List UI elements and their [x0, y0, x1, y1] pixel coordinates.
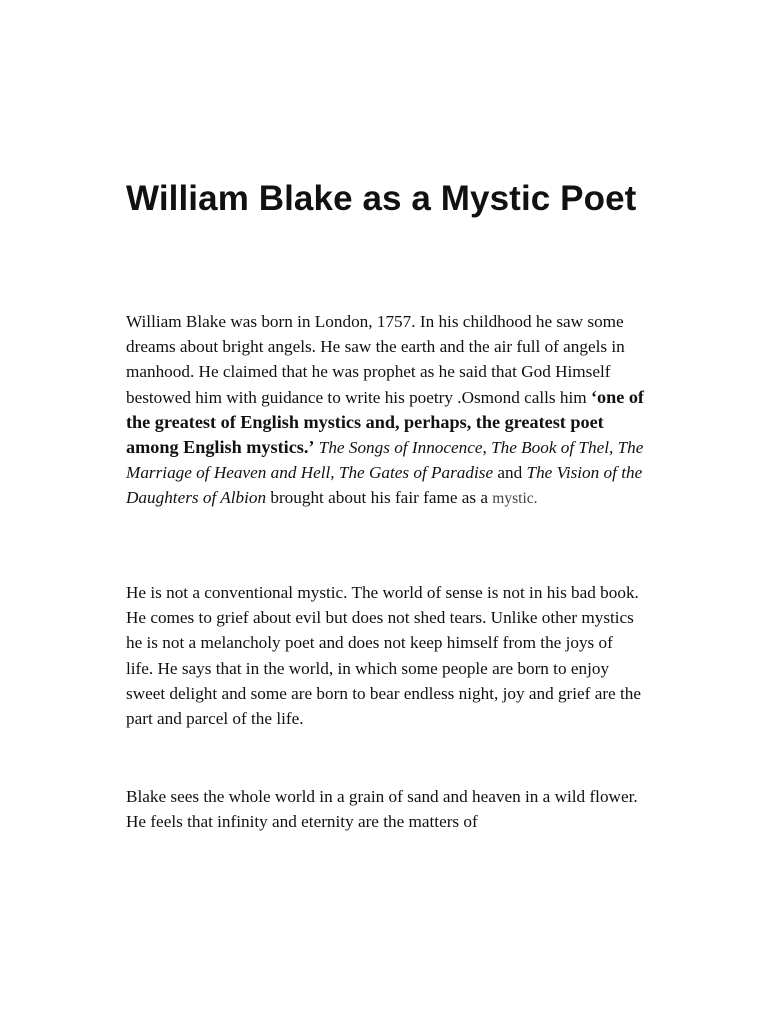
paragraph-3: Blake sees the whole world in a grain of sand and heaven in a wild flower. He feels that infinity and eternity are the matters of — [126, 787, 638, 832]
paragraph-2: He is not a conventional mystic. The world of sense is not in his bad book. He comes to grief about evil but does not shed tears. Unlike other mystics he is not a melancholy poet and does not keep himself from the joys of life. He says that in the world, in which some people are born to enjoy sweet delight and some are born to bear endless night, joy and grief are the part and parcel of the life. — [126, 583, 641, 729]
paragraph-1 — [126, 309, 644, 512]
page-title: William Blake as a Mystic Poet — [126, 179, 637, 218]
paragraph-1-text-a: William Blake was born in London, 1757. In his childhood he saw some dreams about bright angels. He saw the earth and the air full of angels in manhood. He claimed that he was prophet as he said that God Himself bestowed him with guidance to write his poetry .Osmond calls him — [126, 312, 625, 407]
osmond-quote: ‘one of the greatest of English mystics and, perhaps, the greatest poet among English mystics.’ — [126, 386, 644, 458]
works-list-italic: The Songs of Innocence, The Book of Thel, The Marriage of Heaven and Hell, The Gates of Paradise — [126, 438, 644, 483]
paragraph-1-last-word: mystic. — [492, 490, 538, 508]
paragraph-1-text-b: brought about his fair fame as a — [266, 488, 493, 508]
vision-work-italic: The Vision of the Daughters of Albion — [126, 463, 643, 508]
paragraph-1-and: and — [493, 463, 527, 483]
